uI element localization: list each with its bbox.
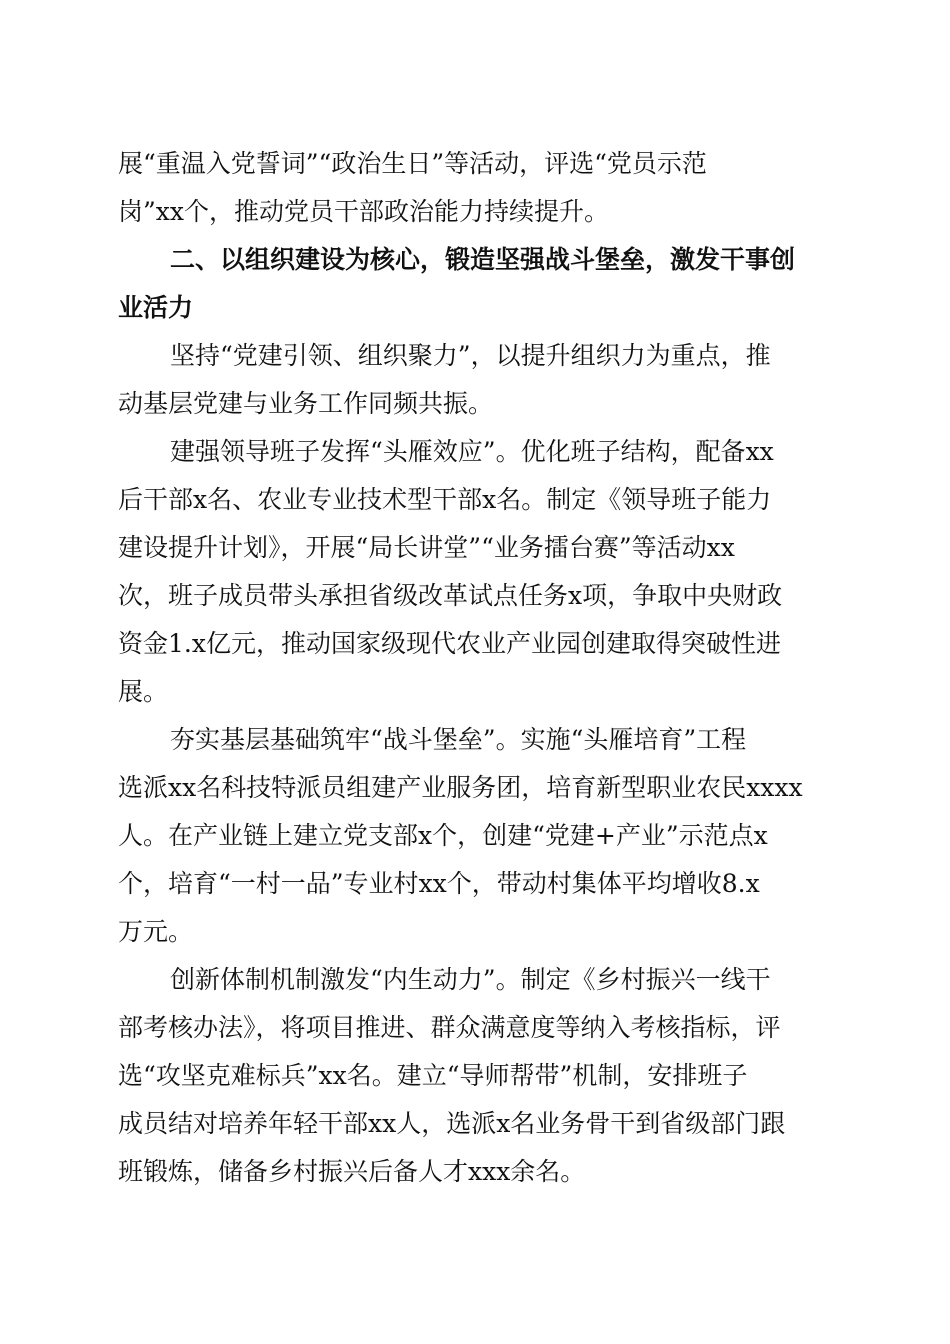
text-line-content: 后干部x名、农业专业技术型干部x名。制定《领导班子能力 xyxy=(118,485,772,514)
heading-line xyxy=(118,284,832,332)
paragraph-mechanism xyxy=(118,956,832,1196)
text-line-content: 建强领导班子发挥“头雁效应”。优化班子结构，配备xx xyxy=(170,437,774,466)
text-line-content: 建设提升计划》，开展“局长讲堂”“业务擂台赛”等活动xx xyxy=(118,533,735,562)
text-line-content: 次，班子成员带头承担省级改革试点任务x项，争取中央财政 xyxy=(118,581,783,610)
text-line-content: 动基层党建与业务工作同频共振。 xyxy=(118,389,494,418)
text-line-content: 班锻炼，储备乡村振兴后备人才xxx余名。 xyxy=(118,1157,586,1186)
text-line xyxy=(118,140,832,188)
document-page xyxy=(118,140,832,1196)
heading-line-content: 二、以组织建设为核心，锻造坚强战斗堡垒，激发干事创 xyxy=(170,245,796,274)
heading-line-content: 业活力 xyxy=(118,293,194,322)
text-line xyxy=(118,668,832,716)
text-line xyxy=(118,812,832,860)
text-line xyxy=(118,1004,832,1052)
paragraph-continuation xyxy=(118,140,832,236)
text-line-content: 万元。 xyxy=(118,917,194,946)
text-line xyxy=(118,332,832,380)
text-line-content: 坚持“党建引领、组织聚力”，以提升组织力为重点，推 xyxy=(170,341,771,370)
text-line xyxy=(118,1148,832,1196)
text-line-content: 人。在产业链上建立党支部x个，创建“党建+产业”示范点x xyxy=(118,821,768,850)
text-line xyxy=(118,524,832,572)
text-line xyxy=(118,1100,832,1148)
text-line-content: 展“重温入党誓词”“政治生日”等活动，评选“党员示范 xyxy=(118,149,707,178)
text-line-content: 选派xx名科技特派员组建产业服务团，培育新型职业农民xxxx xyxy=(118,773,803,802)
text-line xyxy=(118,476,832,524)
text-line xyxy=(118,620,832,668)
text-line xyxy=(118,572,832,620)
text-line xyxy=(118,716,832,764)
text-line xyxy=(118,1052,832,1100)
paragraph-leadership xyxy=(118,428,832,716)
text-line-content: 展。 xyxy=(118,677,169,706)
section-heading xyxy=(118,236,832,332)
text-line-content: 创新体制机制激发“内生动力”。制定《乡村振兴一线干 xyxy=(170,965,771,994)
text-line xyxy=(118,380,832,428)
text-line xyxy=(118,956,832,1004)
text-line-content: 成员结对培养年轻干部xx人，选派x名业务骨干到省级部门跟 xyxy=(118,1109,786,1138)
text-line-content: 选“攻坚克难标兵”xx名。建立“导师帮带”机制，安排班子 xyxy=(118,1061,748,1090)
text-line xyxy=(118,764,832,812)
paragraph-intro xyxy=(118,332,832,428)
text-line-content: 个，培育“一村一品”专业村xx个，带动村集体平均增收8.x xyxy=(118,869,760,898)
heading-line xyxy=(118,236,832,284)
text-line-content: 岗”xx个，推动党员干部政治能力持续提升。 xyxy=(118,197,609,226)
text-line xyxy=(118,428,832,476)
text-line xyxy=(118,860,832,908)
paragraph-grassroots xyxy=(118,716,832,956)
text-line-content: 部考核办法》，将项目推进、群众满意度等纳入考核指标，评 xyxy=(118,1013,781,1042)
text-line-content: 夯实基层基础筑牢“战斗堡垒”。实施“头雁培育”工程 xyxy=(170,725,747,754)
text-line-content: 资金1.x亿元，推动国家级现代农业产业园创建取得突破性进 xyxy=(118,629,781,658)
text-line xyxy=(118,188,832,236)
text-line xyxy=(118,908,832,956)
